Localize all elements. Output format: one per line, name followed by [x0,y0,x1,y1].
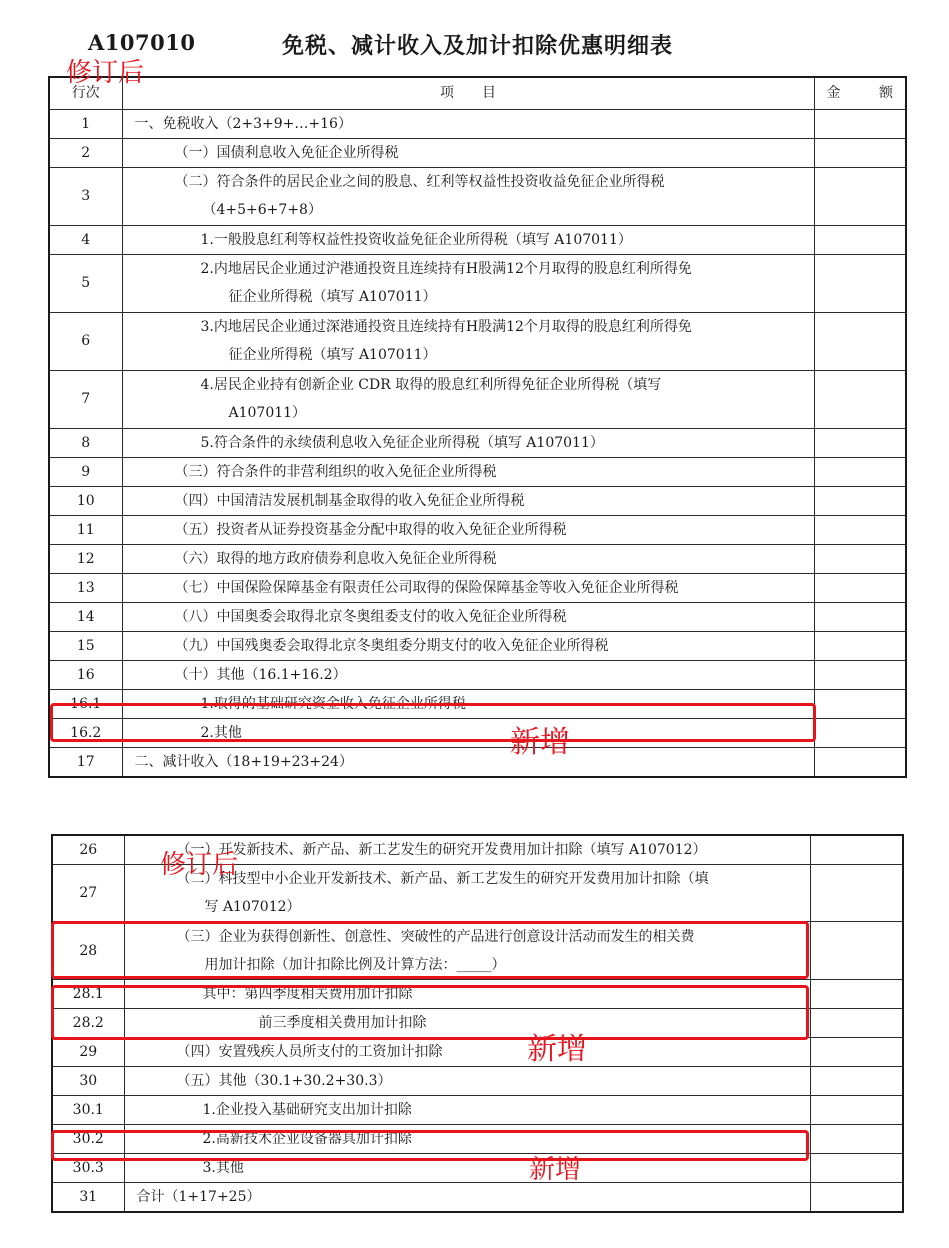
table-row [52,1038,903,1067]
amount-cell[interactable] [814,370,906,428]
row-item-text: （四）中国清洁发展机制基金取得的收入免征企业所得税 [174,492,525,509]
revised-label-top: 修订后 [66,58,145,88]
row-item-text: 征企业所得税（填写 A107011） [228,347,437,363]
row-number: 26 [52,835,124,865]
amount-cell[interactable] [814,312,906,370]
table-row [49,544,906,573]
row-number: 4 [49,225,122,254]
row-item-text: 1.企业投入基础研究支出加计扣除 [202,1102,412,1118]
row-item-text: （四）安置残疾人员所支付的工资加计扣除 [176,1044,443,1060]
amount-cell[interactable] [810,1009,903,1038]
amount-cell[interactable] [814,225,906,254]
row-item-text: 3.其他 [202,1160,244,1176]
row-item-text: （七）中国保险保障基金有限责任公司取得的保险保障基金等收入免征企业所得税 [174,579,679,596]
amount-cell[interactable] [814,167,906,225]
row-item-text: （4+5+6+7+8） [202,202,322,218]
table-1-body [49,77,906,777]
header-item: 项 目 [122,77,814,109]
table-row [49,428,906,457]
amount-cell[interactable] [810,1183,903,1213]
row-item-text: 4.居民企业持有创新企业 CDR 取得的股息红利所得免征企业所得税（填写 [200,377,662,393]
row-number: 29 [52,1038,124,1067]
row-item-text: （八）中国奥委会取得北京冬奥组委支付的收入免征企业所得税 [174,608,567,625]
table-row [49,370,906,428]
row-item-text: 用加计扣除（加计扣除比例及计算方法：_____） [204,956,506,973]
row-item [122,747,814,777]
highlight-box-row-16-1 [50,703,816,742]
row-number: 30 [52,1067,124,1096]
row-item [122,370,814,428]
row-number: 28 [52,922,124,980]
amount-cell[interactable] [814,631,906,660]
row-item [124,1096,810,1125]
row-item-text: 2.内地居民企业通过沪港通投资且连续持有H股满12个月取得的股息红利所得免 [200,261,692,277]
amount-cell[interactable] [814,544,906,573]
row-item [122,544,814,573]
row-item [122,457,814,486]
row-item-text: （一）开发新技术、新产品、新工艺发生的研究开发费用加计扣除（填写 A107012） [176,842,707,858]
highlight-box-row-28-1-28-2 [51,985,809,1040]
row-item-text: 合计（1+17+25） [136,1189,261,1205]
row-number: 15 [49,631,122,660]
row-item-text: （十）其他（16.1+16.2） [174,666,347,683]
amount-cell[interactable] [810,1096,903,1125]
row-item [122,515,814,544]
amount-cell[interactable] [810,922,903,980]
row-number: 27 [52,865,124,922]
row-number: 16.2 [49,718,122,747]
table-row [49,515,906,544]
row-item-text: 1.取得的基础研究资金收入免征企业所得税 [200,695,466,712]
amount-cell[interactable] [814,457,906,486]
amount-cell[interactable] [810,835,903,865]
row-item [122,254,814,312]
row-number: 11 [49,515,122,544]
row-item-text: （二）符合条件的居民企业之间的股息、红利等权益性投资收益免征企业所得税 [174,174,665,190]
amount-cell[interactable] [814,602,906,631]
new-label-row-30-2: 新增 [529,1155,582,1185]
header-row-no: 行次 [49,77,122,109]
row-number: 3 [49,167,122,225]
row-item [122,312,814,370]
amount-cell[interactable] [814,138,906,167]
row-item [122,167,814,225]
amount-cell[interactable] [814,428,906,457]
row-item-text: 二、减计收入（18+19+23+24） [134,753,353,770]
amount-cell[interactable] [810,1038,903,1067]
table-row [49,602,906,631]
row-number: 13 [49,573,122,602]
row-item [122,428,814,457]
revised-label-bottom: 修订后 [160,850,239,880]
row-item-text: （二）科技型中小企业开发新技术、新产品、新工艺发生的研究开发费用加计扣除（填 [176,871,709,887]
amount-cell[interactable] [814,689,906,718]
amount-cell[interactable] [814,109,906,138]
table-row [49,109,906,138]
form-code: A107010 [88,30,196,55]
row-item [122,602,814,631]
new-label-row-16-1: 新增 [510,725,570,760]
row-item [122,660,814,689]
table-row [49,486,906,515]
row-item-text: （九）中国残奥委会取得北京冬奥组委分期支付的收入免征企业所得税 [174,637,609,654]
row-item [122,573,814,602]
highlight-box-row-30-2 [51,1130,809,1161]
row-number: 7 [49,370,122,428]
row-item-text: 1.一般股息红利等权益性投资收益免征企业所得税（填写 A107011） [200,231,632,248]
row-number: 1 [49,109,122,138]
row-number: 17 [49,747,122,777]
table-row [49,573,906,602]
row-number: 28.1 [52,980,124,1009]
amount-cell[interactable] [814,254,906,312]
row-item-text: 一、免税收入（2+3+9+…+16） [134,115,352,132]
table-row [49,660,906,689]
amount-cell[interactable] [810,980,903,1009]
row-item-text: 5.符合条件的永续债利息收入免征企业所得税（填写 A107011） [200,434,604,451]
amount-cell[interactable] [810,1067,903,1096]
row-item [122,486,814,515]
row-number: 30.1 [52,1096,124,1125]
highlight-box-row-28 [51,921,809,979]
amount-cell[interactable] [814,747,906,777]
row-number: 12 [49,544,122,573]
amount-cell[interactable] [814,718,906,747]
table-row [49,631,906,660]
table-header-row [49,77,906,109]
row-item-text: （五）投资者从证券投资基金分配中取得的收入免征企业所得税 [174,521,567,538]
amount-cell[interactable] [814,660,906,689]
table-row [49,747,906,777]
row-item-text: （三）符合条件的非营利组织的收入免征企业所得税 [174,463,497,480]
row-item [122,138,814,167]
amount-cell[interactable] [810,1125,903,1154]
table-row [49,254,906,312]
row-number: 30.2 [52,1125,124,1154]
row-number: 6 [49,312,122,370]
table-row [52,1096,903,1125]
amount-cell[interactable] [814,515,906,544]
row-item-text: （三）企业为获得创新性、创意性、突破性的产品进行创意设计活动而发生的相关费 [176,928,695,945]
form-title: 免税、减计收入及加计扣除优惠明细表 [282,34,674,59]
row-item-text: （六）取得的地方政府债券利息收入免征企业所得税 [174,550,497,567]
header-amount-char-1: 金 [826,85,841,102]
row-number: 31 [52,1183,124,1213]
row-number: 10 [49,486,122,515]
row-number: 14 [49,602,122,631]
amount-cell[interactable] [814,486,906,515]
header-amount-char-2: 额 [879,85,893,102]
row-number: 9 [49,457,122,486]
amount-cell[interactable] [810,865,903,922]
row-number: 16.1 [49,689,122,718]
amount-cell[interactable] [810,1154,903,1183]
row-item-text: A107011） [228,405,307,421]
row-item [124,1038,810,1067]
table-row [52,1183,903,1213]
new-label-row-28: 新增 [527,1032,587,1067]
row-number: 30.3 [52,1154,124,1183]
table-row [49,225,906,254]
row-item-text: 其中：第四季度相关费用加计扣除 [202,986,413,1002]
row-item-text: 写 A107012） [204,899,301,915]
row-number: 5 [49,254,122,312]
row-item-text: 2.高新技术企业设备器具加计扣除 [202,1131,412,1147]
row-item-text: 前三季度相关费用加计扣除 [258,1015,427,1031]
row-item [122,225,814,254]
header-amount [814,77,906,109]
row-item [124,1067,810,1096]
row-item-text: 3.内地居民企业通过深港通投资且连续持有H股满12个月取得的股息红利所得免 [200,319,692,335]
row-number: 16 [49,660,122,689]
row-item-text: 征企业所得税（填写 A107011） [228,289,437,305]
row-item [122,631,814,660]
detail-table-1 [48,76,907,778]
amount-cell[interactable] [814,573,906,602]
row-number: 8 [49,428,122,457]
row-item-text: 2.其他 [200,724,242,741]
row-number: 28.2 [52,1009,124,1038]
table-row [49,167,906,225]
table-row [52,1067,903,1096]
row-item-text: （五）其他（30.1+30.2+30.3） [176,1073,392,1089]
row-item [124,1183,810,1213]
row-item [122,109,814,138]
row-number: 2 [49,138,122,167]
row-item-text: （一）国债利息收入免征企业所得税 [174,144,399,161]
table-row [49,457,906,486]
table-row [49,312,906,370]
table-row [49,138,906,167]
